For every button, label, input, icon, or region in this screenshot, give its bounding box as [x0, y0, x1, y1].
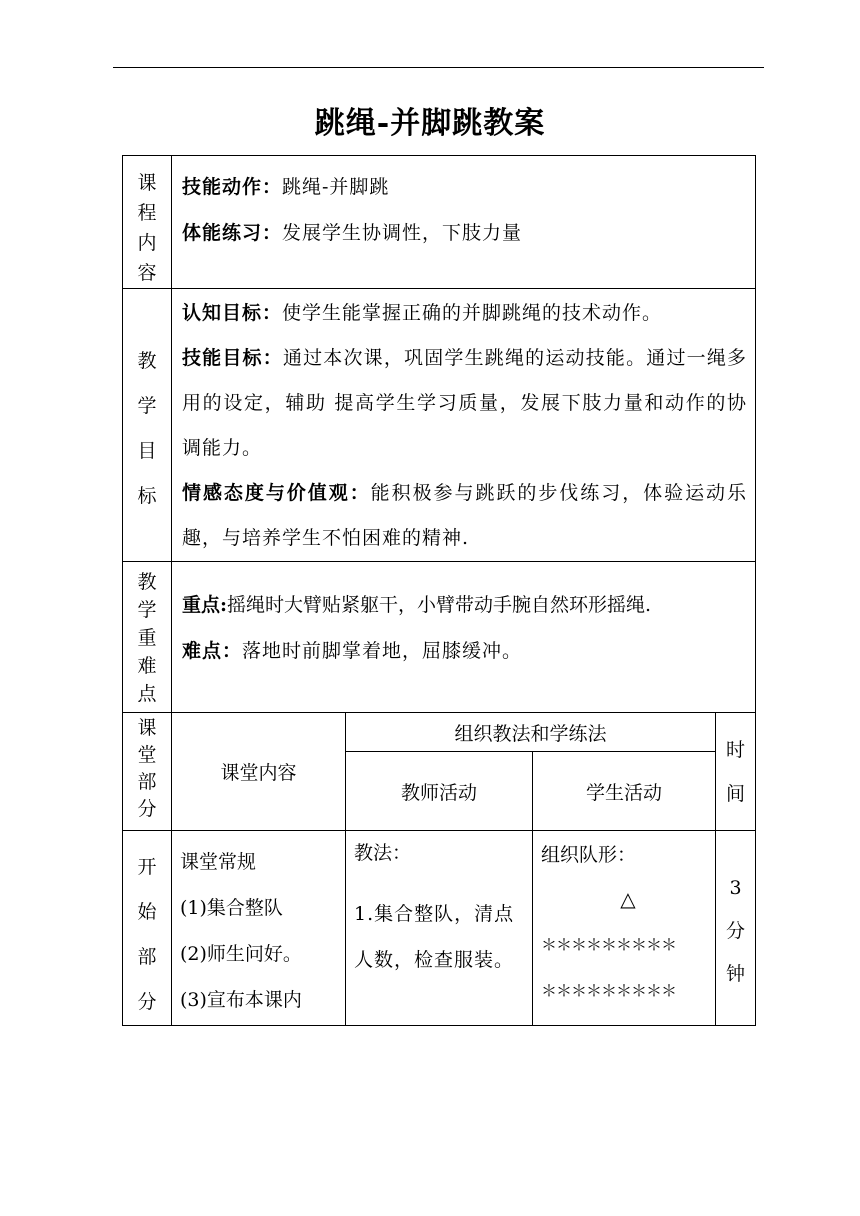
content-line: (2)师生问好。 [180, 943, 302, 965]
cognitive-text: 使学生能掌握正确的并脚跳绳的技术动作。 [282, 302, 663, 324]
opening-section-label [123, 831, 172, 1026]
skill-goal [182, 336, 747, 471]
content-header: 课堂内容 [172, 713, 346, 831]
emotion-label: 情感态度与价值观： [182, 482, 371, 504]
label-char: 钟 [726, 963, 746, 985]
formation-row: ＊＊＊＊＊＊＊＊＊ [541, 981, 677, 1000]
header-rule [113, 67, 764, 68]
skill-label: 技能动作： [182, 176, 283, 198]
label-char: 开 [137, 856, 157, 878]
skill-line [182, 164, 745, 210]
course-content-label [123, 156, 172, 289]
formation-row: ＊＊＊＊＊＊＊＊＊ [541, 935, 677, 954]
label-char: 分 [726, 920, 746, 942]
teaching-goals-row [123, 289, 756, 562]
teaching-goals-body [172, 289, 756, 562]
label-char: 难 [137, 655, 157, 677]
label-char: 课 [137, 172, 157, 194]
label-char: 堂 [137, 744, 157, 766]
document-title: 跳绳-并脚跳教案 [314, 106, 546, 141]
section-header-row [123, 713, 756, 752]
label-char: 标 [137, 485, 157, 507]
label-char: 学 [137, 395, 157, 417]
label-char: 重 [137, 627, 157, 649]
course-content-row [123, 156, 756, 289]
fitness-text: 发展学生协调性，下肢力量 [282, 222, 523, 244]
section-header-label [123, 713, 172, 831]
fitness-label: 体能练习： [182, 222, 283, 244]
difficult-label: 难点： [182, 640, 243, 662]
opening-time [716, 831, 756, 1026]
skill-goal-text: 通过本次课，巩固学生跳绳的运动技能。通过一绳多用的设定，辅助 提高学生学习质量，发展下肢力量和动作的协调能力。 [182, 347, 748, 459]
label-char: 始 [137, 901, 157, 923]
emotion-goal [182, 471, 747, 561]
teacher-method-title: 教法： [354, 842, 412, 864]
opening-teacher-activity [346, 831, 533, 1026]
cognitive-goal [182, 291, 747, 336]
fitness-line [182, 210, 745, 256]
key-points-body [172, 562, 756, 713]
content-line: (3)宣布本课内 [180, 989, 302, 1011]
difficult-text: 落地时前脚掌着地，屈膝缓冲。 [242, 640, 523, 662]
label-char: 部 [137, 946, 157, 968]
methods-header: 组织教法和学练法 [346, 713, 716, 752]
label-char: 部 [137, 771, 157, 793]
content-line: (1)集合整队 [180, 897, 283, 919]
key-text: 摇绳时大臂贴紧躯干，小臂带动手腕自然环形摇绳. [227, 594, 652, 616]
label-char: 课 [137, 717, 157, 739]
formation-title: 组织队形： [541, 844, 637, 866]
course-content-body [172, 156, 756, 289]
label-char: 间 [726, 782, 746, 805]
skill-text: 跳绳-并脚跳 [282, 176, 390, 198]
label-char: 时 [726, 738, 746, 761]
cognitive-label: 认知目标： [182, 302, 283, 324]
teaching-goals-label [123, 289, 172, 562]
skill-goal-label: 技能目标： [182, 347, 283, 369]
label-char: 3 [729, 877, 742, 899]
student-activity-header: 学生活动 [533, 752, 716, 831]
emotion-text: 能积极参与跳跃的步伐练习，体验运动乐趣，与培养学生不怕困难的精神. [182, 482, 748, 549]
formation-teacher-mark: △ [620, 887, 636, 911]
key-point [182, 582, 745, 628]
opening-section-row [123, 831, 756, 1026]
key-points-label [123, 562, 172, 713]
time-header [716, 713, 756, 831]
label-char: 分 [137, 798, 157, 820]
teacher-method-text: 1.集合整队，清点人数，检查服装。 [354, 903, 515, 971]
label-char: 目 [137, 440, 157, 462]
difficult-point [182, 628, 745, 674]
label-char: 内 [137, 232, 157, 254]
opening-content [172, 831, 346, 1026]
opening-student-activity [533, 831, 716, 1026]
key-label: 重点: [182, 594, 228, 616]
label-char: 程 [137, 202, 157, 224]
content-line: 课堂常规 [180, 851, 257, 873]
label-char: 教 [137, 350, 157, 372]
label-char: 点 [137, 683, 157, 705]
key-points-row [123, 562, 756, 713]
teacher-activity-header: 教师活动 [346, 752, 533, 831]
label-char: 分 [137, 991, 157, 1013]
label-char: 容 [137, 262, 157, 284]
lesson-plan-table [122, 155, 756, 1026]
label-char: 教 [137, 571, 157, 593]
label-char: 学 [137, 599, 157, 621]
